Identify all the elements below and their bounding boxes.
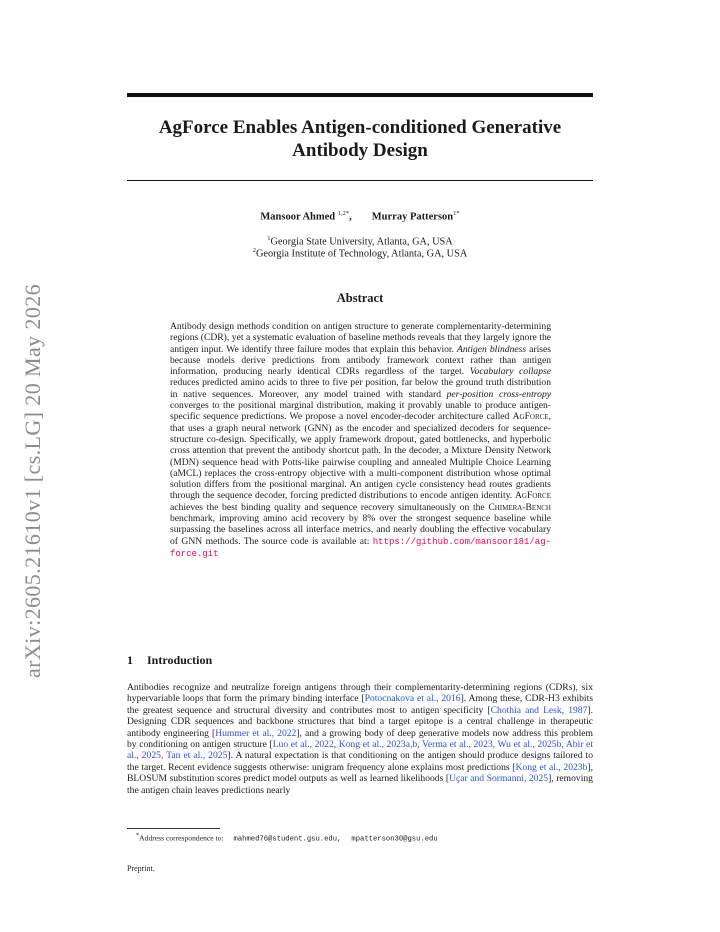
body-text: ]. A natural expectation is that conditioning on the antigen should produce designs tailored to the target. Recent evidence suggests otherwise: unigram frequency alone explains most predictions [ bbox=[127, 750, 593, 773]
citation-link[interactable]: Chothia and Lesk, 1987 bbox=[490, 704, 588, 716]
benchmark-name: Chimera-Bench bbox=[488, 501, 551, 513]
abstract-text: converges to the positional marginal distribution, making it provably unable to produce antigen-specific sequence predictions. We propose a novel encoder-decoder architecture called bbox=[170, 400, 551, 423]
body-text: ]. Among these, CDR-H3 exhibits the greatest sequence and structural diversity and contributes most to antigen specificity [ bbox=[127, 693, 593, 716]
arxiv-identifier[interactable]: arXiv:2605.21610v1 [cs.LG] 20 May 2026 bbox=[20, 283, 45, 678]
abstract-term: Vocabulary collapse bbox=[469, 366, 551, 378]
abstract-heading: Abstract bbox=[336, 291, 384, 305]
body-text: ], BLOSUM substitution scores predict model outputs as well as learned likelihoods [ bbox=[127, 761, 593, 785]
abstract-text: , that uses a graph neural network (GNN) as the encoder and specialized decoders for sequence-structure co-design. Specifically, we apply framework dropout, gated bottlenecks, and hyperbolic cross attention that prevent the antibody shortcut path. In the decoder, a Mixture Density Network (MDN) sequence head with Potts-like pairwise coupling and annealed Multiple Choice Learning (aMCL) replaces the cross-entropy objective with a multi-component distribution whose optimal solution differs from the positional marginal. An antigen cycle consistency head routes gradients through the sequence decoder, forcing predicted distributions to encode antigen identity. bbox=[170, 411, 551, 502]
abstract-text: benchmark, improving amino acid recovery by 8% over the strongest sequence baseline while surpassing the baselines across all interface metrics, and nearly doubling the effective vocabulary of GNN methods. The source code is available at: bbox=[170, 513, 551, 547]
section-title: Introduction bbox=[147, 653, 213, 667]
citation-link[interactable]: Uçar and Sormanni, 2025 bbox=[449, 773, 549, 785]
footnote bbox=[136, 832, 438, 844]
author-marks: 1,2* bbox=[337, 210, 350, 217]
affiliation-mark: 2 bbox=[252, 247, 256, 254]
method-name: AgForce bbox=[515, 490, 551, 502]
abstract-term: per-position cross-entropy bbox=[446, 388, 551, 400]
author-sep: , bbox=[349, 211, 352, 223]
affiliation-text: Georgia State University, Atlanta, GA, USA bbox=[270, 236, 453, 248]
introduction-body bbox=[127, 682, 593, 796]
citation-link[interactable]: Potocnakova et al., 2016 bbox=[364, 693, 461, 705]
author-name: Murray Patterson bbox=[371, 211, 454, 223]
footnote-label: Address correspondence to: bbox=[139, 833, 224, 843]
abstract-text: arises because models derive predictions from antibody framework context rather than antigen information, producing nearly identical CDRs regardless of the target. bbox=[170, 343, 551, 378]
citation-link[interactable]: Kong et al., 2023b bbox=[515, 761, 588, 773]
body-text: ]. Designing CDR sequences and backbone structures that bind a target epitope is a central challenge in therapeutic antibody engineering [ bbox=[127, 704, 593, 739]
title-rule-bottom bbox=[127, 180, 593, 181]
email-link[interactable]: mpatterson30@gsu.edu bbox=[351, 835, 438, 844]
affiliation-text: Georgia Institute of Technology, Atlanta, GA, USA bbox=[255, 248, 468, 260]
paper-title: AgForce Enables Antigen-conditioned Generative Antibody Design bbox=[158, 117, 562, 161]
section-heading-introduction bbox=[127, 653, 212, 668]
footnote-mark: * bbox=[136, 832, 140, 839]
abstract-text: achieves the best binding quality and sequence recovery simultaneously on the bbox=[170, 501, 489, 513]
title-rule-top bbox=[127, 93, 593, 97]
section-number: 1 bbox=[127, 653, 133, 667]
preprint-label: Preprint. bbox=[127, 864, 155, 873]
citation-link[interactable]: Hummer et al., 2022 bbox=[215, 727, 297, 739]
method-name: AgForce bbox=[512, 411, 549, 423]
author-name: Mansoor Ahmed bbox=[260, 211, 336, 223]
body-text: ], removing the antigen chain leaves predictions nearly bbox=[127, 773, 593, 796]
abstract-term: Antigen blindness bbox=[457, 343, 527, 355]
abstract-body bbox=[170, 321, 551, 560]
abstract-text: Antibody design methods condition on antigen structure to generate complementarity-determining regions (CDR), yet a systematic evaluation of baseline methods reveals that they largely ignore the antigen input. We identify three failure modes that explain this behavior. bbox=[170, 321, 551, 355]
affiliation-mark: 1 bbox=[267, 235, 271, 242]
source-code-link[interactable]: https://github.com/mansoor181/ag-force.git bbox=[170, 536, 551, 559]
author-marks: 1* bbox=[453, 210, 460, 217]
email-link[interactable]: mahmed76@student.gsu.edu, bbox=[233, 835, 342, 844]
affiliation bbox=[127, 245, 593, 260]
body-text: Antibodies recognize and neutralize foreign antigens through their complementarity-determining regions (CDRs), six hypervariable loops that form the primary binding interface [ bbox=[127, 682, 593, 705]
abstract-text: reduces predicted amino acids to three to five per position, far below the ground truth distribution in native sequences. Moreover, any model trained with standard bbox=[170, 377, 551, 400]
footnote-rule bbox=[127, 828, 220, 829]
body-text: ], and a growing body of deep generative models now address this problem by conditioning on antigen structure [ bbox=[127, 727, 593, 751]
author-list bbox=[127, 210, 593, 223]
arxiv-side-stamp bbox=[18, 258, 48, 678]
citation-link[interactable]: Luo et al., 2022, Kong et al., 2023a,b, Verma et al., 2023, Wu et al., 2025b, Abir et al., 2025, Tan et al., 2025 bbox=[127, 739, 593, 762]
